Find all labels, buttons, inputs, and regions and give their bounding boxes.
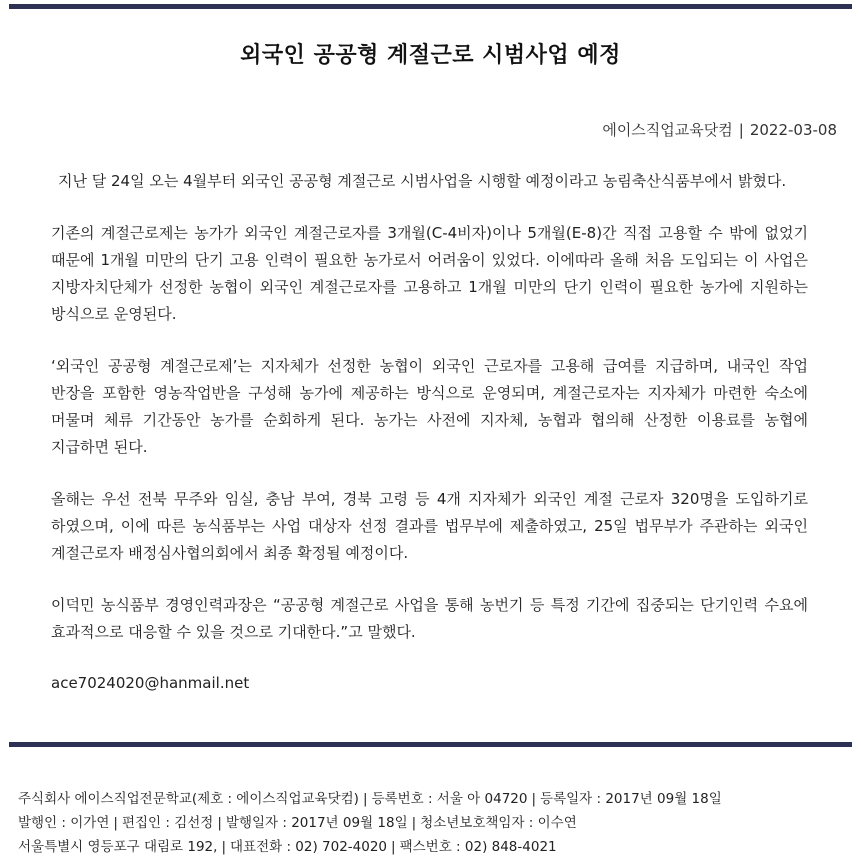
paragraph-5: 이덕민 농식품부 경영인력과장은 “공공형 계절근로 사업을 통해 농번기 등 특정 기간에 집중되는 단기인력 수요에 효과적으로 대응할 수 있을 것으로 기대한다.”고 말했다. bbox=[51, 596, 808, 641]
reporter-email[interactable]: ace7024020@hanmail.net bbox=[51, 674, 250, 692]
article-title: 외국인 공공형 계절근로 시범사업 예정 bbox=[240, 43, 621, 68]
paragraph-4: 올해는 우선 전북 무주와 임실, 충남 부여, 경북 고령 등 4개 지자체가 외국인 계절 근로자 320명을 도입하기로 하였으며, 이에 따른 농식품부는 사업 대상자 선정 결과를 법무부에 제출하였고, 25일 법무부가 주관하는 외국인 계절근로자 배정심사협의회에서 최종 확정될 예정이다. bbox=[51, 490, 808, 562]
editor: 편집인 : 김선정 bbox=[121, 815, 214, 831]
publisher: 발행인 : 이가연 bbox=[18, 815, 110, 831]
registration-number: 등록번호 : 서울 아 04720 bbox=[371, 791, 528, 807]
byline-separator: | bbox=[738, 121, 744, 139]
top-divider bbox=[9, 4, 852, 9]
registration-date: 등록일자 : 2017년 09월 18일 bbox=[540, 791, 722, 807]
paragraph-3: ‘외국인 공공형 계절근로제’는 지자체가 선정한 농협이 외국인 근로자를 고용해 급여를 지급하며, 내국인 작업 반장을 포함한 영농작업반을 구성해 농가에 제공하는 방식으로 운영되며, 계절근로자는 지자체가 마련한 숙소에 머물며 체류 기간동안 농가를 순회하게 된다. 농가는 사전에 지자체, 농협과 협의해 산정한 이용료를 농협에 지급하면 된다. bbox=[51, 357, 808, 456]
footer-line-3: 서울특별시 영등포구 대림로 192, | 대표전화 : 02) 702-4020 | 팩스번호 : 02) 848-4021 bbox=[18, 839, 557, 855]
byline bbox=[602, 119, 837, 140]
footer-line-2: 발행인 : 이가연 | 편집인 : 김선정 | 발행일자 : 2017년 09월 18일 | 청소년보호책임자 : 이수연 bbox=[18, 815, 577, 831]
article-body bbox=[51, 168, 808, 697]
paragraph-1: 지난 달 24일 오는 4월부터 외국인 공공형 계절근로 시범사업을 시행할 예정이라고 농림축산식품부에서 밝혔다. bbox=[58, 172, 787, 190]
youth-protection-officer: 청소년보호책임자 : 이수연 bbox=[420, 815, 577, 831]
phone-number: 대표전화 : 02) 702-4020 bbox=[230, 839, 388, 855]
footer-divider bbox=[9, 742, 852, 747]
publish-date: 2022-03-08 bbox=[749, 121, 837, 139]
company-info: 주식회사 에이스직업전문학교(제호 : 에이스직업교육닷컴) bbox=[18, 791, 359, 807]
publish-date-info: 발행일자 : 2017년 09월 18일 bbox=[225, 815, 408, 831]
paragraph-2: 기존의 계절근로제는 농가가 외국인 계절근로자를 3개월(C-4비자)이나 5개월(E-8)간 직접 고용할 수 밖에 없었기 때문에 1개월 미만의 단기 고용 인력이 필요한 농가로서 어려움이 있었다. 이에따라 올해 처음 도입되는 이 사업은 지방자치단체가 선정한 농협이 외국인 계절근로자를 고용하고 1개월 미만의 단기 인력이 필요한 농가에 지원하는 방식으로 운영된다. bbox=[51, 224, 808, 323]
fax-number: 팩스번호 : 02) 848-4021 bbox=[399, 839, 557, 855]
address: 서울특별시 영등포구 대림로 192, bbox=[18, 839, 218, 855]
source-name: 에이스직업교육닷컴 bbox=[602, 121, 733, 139]
site-footer bbox=[18, 787, 848, 859]
footer-line-1: 주식회사 에이스직업전문학교(제호 : 에이스직업교육닷컴) | 등록번호 : 서울 아 04720 | 등록일자 : 2017년 09월 18일 bbox=[18, 791, 722, 807]
